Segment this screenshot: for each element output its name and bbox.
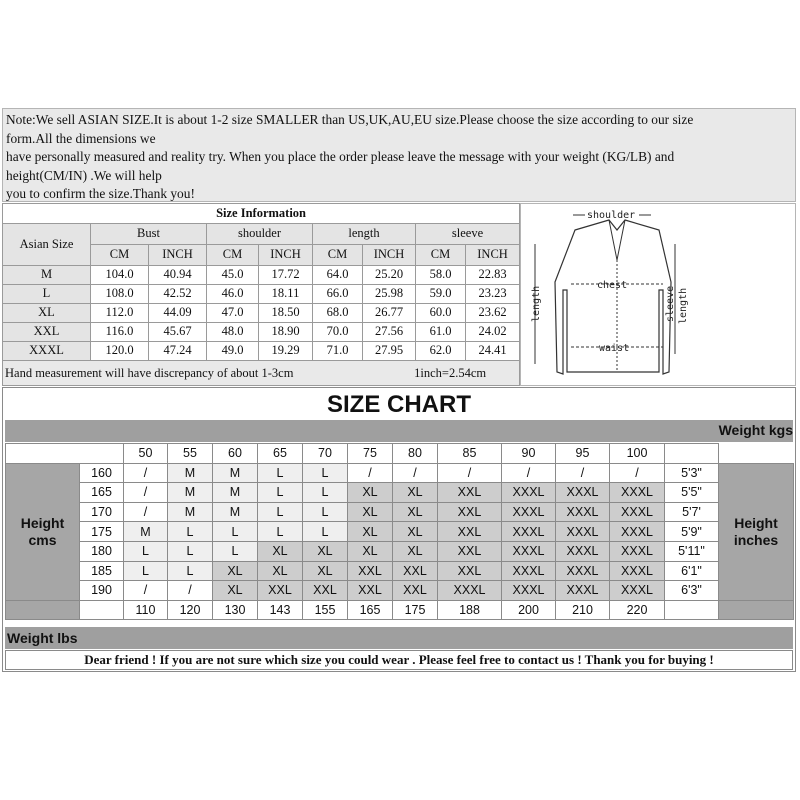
size-cell: XXXL	[610, 483, 665, 503]
measurement-value: 112.0	[91, 303, 149, 322]
measurement-value: 19.29	[259, 341, 313, 360]
weight-kg-value: 60	[213, 444, 258, 464]
size-cell: XL	[393, 502, 438, 522]
size-info-rows	[3, 265, 520, 360]
measurement-value: 18.50	[259, 303, 313, 322]
size-cell: XL	[258, 541, 303, 561]
weight-lb-value: 175	[393, 600, 438, 620]
size-cell: XXXL	[502, 561, 556, 581]
size-cell: L	[303, 463, 348, 483]
size-cell: L	[258, 502, 303, 522]
weight-kg-value: 95	[556, 444, 610, 464]
size-chart	[2, 387, 796, 672]
measurement-value: 18.11	[259, 284, 313, 303]
shirt-measurement-diagram	[520, 203, 796, 386]
lbs-spacer	[719, 600, 794, 620]
length-header: length	[313, 224, 416, 245]
size-cell: XXXL	[610, 561, 665, 581]
measurement-value: 26.77	[363, 303, 416, 322]
size-cell: M	[213, 483, 258, 503]
measurement-value: 104.0	[91, 265, 149, 284]
size-cell: XL	[348, 502, 393, 522]
note-line: have personally measured and reality try. When you place the order please leave the message with your weight (KG/LB) and	[6, 149, 675, 165]
grid-corner	[6, 444, 124, 464]
measurement-value: 22.83	[466, 265, 520, 284]
weight-lb-value: 220	[610, 600, 665, 620]
note-line: Note:We sell ASIAN SIZE.It is about 1-2 size SMALLER than US,UK,AU,EU size.Please choose the size according to our size	[6, 112, 694, 127]
height-row	[6, 502, 794, 522]
measurement-value: 58.0	[416, 265, 466, 284]
size-cell: XL	[393, 541, 438, 561]
size-cell: L	[303, 522, 348, 542]
measurement-value: 44.09	[149, 303, 207, 322]
weight-kgs-bar	[5, 420, 793, 442]
sleeve-label: sleeve	[665, 285, 676, 322]
size-grid-body	[6, 444, 794, 620]
size-cell: XL	[393, 522, 438, 542]
sleeve-length-label: length	[678, 287, 689, 324]
size-cell: XXXL	[556, 561, 610, 581]
measurement-value: 64.0	[313, 265, 363, 284]
height-inches-line: Height	[734, 514, 778, 531]
size-info-row	[3, 284, 520, 303]
measurement-value: 18.90	[259, 322, 313, 341]
measurement-value: 48.0	[207, 322, 259, 341]
length-label: length	[531, 285, 542, 322]
lbs-row	[6, 600, 794, 620]
unit-cm: CM	[416, 244, 466, 265]
size-cell: XXXL	[556, 502, 610, 522]
weight-kg-value: 70	[303, 444, 348, 464]
lbs-spacer	[6, 600, 80, 620]
height-cm-value: 180	[80, 541, 124, 561]
size-cell: XXXL	[610, 502, 665, 522]
lbs-spacer	[665, 600, 719, 620]
measurement-value: 23.62	[466, 303, 520, 322]
weight-kg-value: 85	[438, 444, 502, 464]
weight-lbs-label: Weight lbs	[7, 630, 78, 646]
size-information-table	[2, 203, 519, 386]
weight-lb-value: 110	[124, 600, 168, 620]
measurement-value: 24.02	[466, 322, 520, 341]
size-cell: /	[124, 483, 168, 503]
note-line: height(CM/IN) .We will help	[6, 167, 162, 183]
weight-kg-value: 80	[393, 444, 438, 464]
height-inches-label	[719, 463, 794, 600]
height-inches-line: inches	[733, 531, 779, 548]
measurement-value: 108.0	[91, 284, 149, 303]
measurement-value: 116.0	[91, 322, 149, 341]
note-line: form.All the dimensions we	[6, 130, 156, 146]
size-cell: /	[124, 581, 168, 601]
measurement-value: 61.0	[416, 322, 466, 341]
size-grid	[5, 443, 793, 620]
measurement-disclaimer: Hand measurement will have discrepancy of about 1-3cm	[5, 365, 294, 380]
height-row	[6, 463, 794, 483]
grid-corner	[665, 444, 719, 464]
measurement-value: 23.23	[466, 284, 520, 303]
size-cell: M	[124, 522, 168, 542]
size-cell: M	[168, 502, 213, 522]
chest-label: chest	[597, 280, 628, 291]
measurement-value: 25.20	[363, 265, 416, 284]
height-cm-value: 165	[80, 483, 124, 503]
size-cell: L	[303, 502, 348, 522]
weight-kg-value: 50	[124, 444, 168, 464]
size-cell: /	[124, 502, 168, 522]
size-cell: XXL	[438, 483, 502, 503]
contact-footer: Dear friend ! If you are not sure which size you could wear . Please feel free to contact us ! Thank you for buying !	[5, 650, 793, 670]
size-cell: /	[393, 463, 438, 483]
height-inch-value: 5'9"	[665, 522, 719, 542]
height-cm-value: 160	[80, 463, 124, 483]
size-note	[2, 108, 796, 202]
size-cell: XXXL	[556, 541, 610, 561]
unit-inch: INCH	[149, 244, 207, 265]
measurement-value: 45.67	[149, 322, 207, 341]
sleeve-header: sleeve	[416, 224, 520, 245]
weight-kg-value: 75	[348, 444, 393, 464]
inch-conversion: 1inch=2.54cm	[414, 365, 487, 380]
size-cell: L	[213, 522, 258, 542]
shirt-collar	[609, 220, 625, 260]
size-cell: XL	[303, 541, 348, 561]
size-label: XXL	[3, 322, 91, 341]
size-cell: XL	[348, 541, 393, 561]
size-cell: /	[610, 463, 665, 483]
height-cms-line: cms	[28, 531, 57, 548]
height-cm-value: 185	[80, 561, 124, 581]
weight-kg-value: 100	[610, 444, 665, 464]
unit-inch: INCH	[466, 244, 520, 265]
size-chart-title: SIZE CHART	[327, 391, 471, 418]
measurement-value: 46.0	[207, 284, 259, 303]
size-cell: L	[213, 541, 258, 561]
size-cell: L	[258, 522, 303, 542]
measurement-value: 71.0	[313, 341, 363, 360]
measurement-value: 62.0	[416, 341, 466, 360]
size-cell: XXL	[393, 581, 438, 601]
measurement-value: 25.98	[363, 284, 416, 303]
size-cell: XXL	[438, 541, 502, 561]
measurement-value: 59.0	[416, 284, 466, 303]
shoulder-header: shoulder	[207, 224, 313, 245]
size-cell: M	[213, 463, 258, 483]
size-cell: XXXL	[610, 522, 665, 542]
measurement-value: 47.0	[207, 303, 259, 322]
weight-kgs-label: Weight kgs	[718, 422, 793, 438]
measurement-value: 24.41	[466, 341, 520, 360]
height-cms-line: Height	[20, 514, 65, 531]
weight-lb-value: 143	[258, 600, 303, 620]
size-cell: XXL	[303, 581, 348, 601]
size-info-row	[3, 322, 520, 341]
size-cell: XL	[348, 522, 393, 542]
size-cell: XXL	[438, 522, 502, 542]
weight-lb-value: 200	[502, 600, 556, 620]
measurement-value: 66.0	[313, 284, 363, 303]
size-cell: XXXL	[556, 581, 610, 601]
measurement-value: 60.0	[416, 303, 466, 322]
size-cell: XXXL	[502, 502, 556, 522]
height-inch-value: 5'11"	[665, 541, 719, 561]
size-cell: XL	[303, 561, 348, 581]
size-cell: XL	[348, 483, 393, 503]
size-cell: L	[258, 463, 303, 483]
size-cell: XXXL	[556, 483, 610, 503]
size-cell: /	[348, 463, 393, 483]
height-inch-value: 6'3"	[665, 581, 719, 601]
size-cell: XXL	[393, 561, 438, 581]
size-cell: XXL	[348, 581, 393, 601]
size-cell: XL	[393, 483, 438, 503]
size-cell: M	[168, 463, 213, 483]
unit-cm: CM	[313, 244, 363, 265]
size-info-row	[3, 265, 520, 284]
asian-size-header: Asian Size	[3, 224, 91, 266]
size-cell: XXXL	[556, 522, 610, 542]
kgs-header-row	[6, 444, 794, 464]
weight-lb-value: 165	[348, 600, 393, 620]
height-cm-value: 190	[80, 581, 124, 601]
size-cell: M	[168, 483, 213, 503]
size-cell: /	[124, 463, 168, 483]
weight-lb-value: 210	[556, 600, 610, 620]
unit-inch: INCH	[363, 244, 416, 265]
weight-lb-value: 188	[438, 600, 502, 620]
weight-kg-value: 55	[168, 444, 213, 464]
unit-inch: INCH	[259, 244, 313, 265]
height-cm-value: 175	[80, 522, 124, 542]
measurement-value: 40.94	[149, 265, 207, 284]
measurement-value: 17.72	[259, 265, 313, 284]
measurement-value: 49.0	[207, 341, 259, 360]
height-cm-value: 170	[80, 502, 124, 522]
height-row	[6, 561, 794, 581]
measurement-value: 68.0	[313, 303, 363, 322]
height-inch-value: 6'1"	[665, 561, 719, 581]
size-cell: XXXL	[502, 581, 556, 601]
size-label: XL	[3, 303, 91, 322]
size-cell: /	[168, 581, 213, 601]
size-cell: XXXL	[502, 541, 556, 561]
unit-cm: CM	[207, 244, 259, 265]
weight-kg-value: 90	[502, 444, 556, 464]
size-cell: XXL	[258, 581, 303, 601]
weight-lb-value: 120	[168, 600, 213, 620]
size-label: XXXL	[3, 341, 91, 360]
weight-kg-value: 65	[258, 444, 303, 464]
size-cell: L	[168, 541, 213, 561]
waist-label: waist	[599, 343, 630, 354]
measurement-value: 27.56	[363, 322, 416, 341]
height-row	[6, 522, 794, 542]
height-inch-value: 5'5"	[665, 483, 719, 503]
size-cell: XXXL	[610, 581, 665, 601]
measurement-value: 27.95	[363, 341, 416, 360]
size-cell: L	[124, 561, 168, 581]
height-inch-value: 5'3"	[665, 463, 719, 483]
size-info-row	[3, 341, 520, 360]
size-info-row	[3, 303, 520, 322]
measurement-value: 45.0	[207, 265, 259, 284]
size-cell: XL	[213, 581, 258, 601]
size-cell: M	[213, 502, 258, 522]
size-label: M	[3, 265, 91, 284]
size-cell: XL	[258, 561, 303, 581]
weight-lb-value: 155	[303, 600, 348, 620]
height-row	[6, 541, 794, 561]
size-cell: XXL	[438, 561, 502, 581]
size-cell: XXL	[348, 561, 393, 581]
lbs-spacer	[80, 600, 124, 620]
size-cell: /	[438, 463, 502, 483]
size-cell: XXXL	[610, 541, 665, 561]
measurement-value: 70.0	[313, 322, 363, 341]
size-cell: /	[502, 463, 556, 483]
unit-cm: CM	[91, 244, 149, 265]
size-info-title: Size Information	[3, 204, 520, 224]
size-cell: XXXL	[502, 522, 556, 542]
measurement-value: 120.0	[91, 341, 149, 360]
shoulder-label: shoulder	[587, 210, 636, 221]
measurement-value: 42.52	[149, 284, 207, 303]
size-label: L	[3, 284, 91, 303]
size-cell: XXXL	[438, 581, 502, 601]
weight-lbs-bar	[5, 627, 793, 649]
measurement-value: 47.24	[149, 341, 207, 360]
height-inch-value: 5'7'	[665, 502, 719, 522]
height-row	[6, 581, 794, 601]
size-info-footer	[3, 361, 520, 386]
size-cell: L	[258, 483, 303, 503]
height-cms-label	[6, 463, 80, 600]
bust-header: Bust	[91, 224, 207, 245]
note-line: you to confirm the size.Thank you!	[6, 186, 195, 202]
height-row	[6, 483, 794, 503]
size-cell: L	[303, 483, 348, 503]
size-cell: L	[168, 522, 213, 542]
size-cell: /	[556, 463, 610, 483]
shirt-diagram-svg	[521, 204, 795, 385]
weight-lb-value: 130	[213, 600, 258, 620]
size-cell: L	[168, 561, 213, 581]
size-cell: XXXL	[502, 483, 556, 503]
size-cell: XL	[213, 561, 258, 581]
size-cell: XXL	[438, 502, 502, 522]
size-cell: L	[124, 541, 168, 561]
